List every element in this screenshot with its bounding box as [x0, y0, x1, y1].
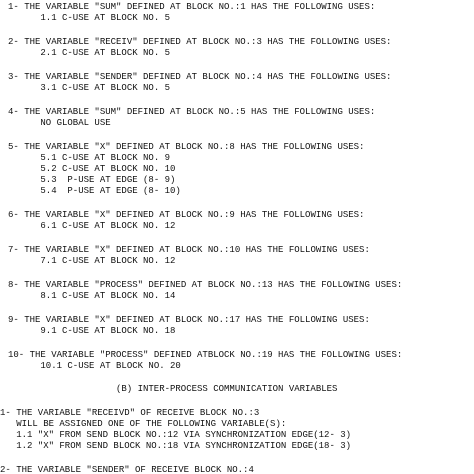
text-line: 2- THE VARIABLE "SENDER" OF RECEIVE BLOCK NO.:4	[0, 465, 254, 474]
text-line: 1- THE VARIABLE "RECEIVD" OF RECEIVE BLOCK NO.:3	[0, 408, 260, 418]
text-line: 7.1 C-USE AT BLOCK NO. 12	[8, 256, 176, 266]
text-line: 7- THE VARIABLE "X" DEFINED AT BLOCK NO.:10 HAS THE FOLLOWING USES:	[8, 245, 370, 255]
text-line: 5.1 C-USE AT BLOCK NO. 9	[8, 153, 171, 163]
text-line: 10- THE VARIABLE "PROCESS" DEFINED ATBLOCK NO.:19 HAS THE FOLLOWING USES:	[8, 350, 403, 360]
text-line: 1.1 C-USE AT BLOCK NO. 5	[8, 13, 171, 23]
text-line: 5- THE VARIABLE "X" DEFINED AT BLOCK NO.:8 HAS THE FOLLOWING USES:	[8, 142, 365, 152]
text-line: WILL BE ASSIGNED ONE OF THE FOLLOWING VARIABLE(S):	[0, 419, 287, 429]
text-line: 3.1 C-USE AT BLOCK NO. 5	[8, 83, 171, 93]
text-line: 8- THE VARIABLE "PROCESS" DEFINED AT BLOCK NO.:13 HAS THE FOLLOWING USES:	[8, 280, 403, 290]
text-line: 5.3 P-USE AT EDGE (8- 9)	[8, 175, 176, 185]
text-line: 10.1 C-USE AT BLOCK NO. 20	[8, 361, 181, 371]
text-line: NO GLOBAL USE	[8, 118, 111, 128]
text-line: 2.1 C-USE AT BLOCK NO. 5	[8, 48, 171, 58]
text-line: 3- THE VARIABLE "SENDER" DEFINED AT BLOCK NO.:4 HAS THE FOLLOWING USES:	[8, 72, 392, 82]
text-line: 6.1 C-USE AT BLOCK NO. 12	[8, 221, 176, 231]
text-line: 9.1 C-USE AT BLOCK NO. 18	[8, 326, 176, 336]
text-line: 1.1 "X" FROM SEND BLOCK NO.:12 VIA SYNCHRONIZATION EDGE(12- 3)	[0, 430, 352, 440]
text-line: 1.2 "X" FROM SEND BLOCK NO.:18 VIA SYNCHRONIZATION EDGE(18- 3)	[0, 441, 352, 451]
text-line: 4- THE VARIABLE "SUM" DEFINED AT BLOCK NO.:5 HAS THE FOLLOWING USES:	[8, 107, 376, 117]
text-line: 9- THE VARIABLE "X" DEFINED AT BLOCK NO.:17 HAS THE FOLLOWING USES:	[8, 315, 370, 325]
text-line: 5.4 P-USE AT EDGE (8- 10)	[8, 186, 181, 196]
text-line: 2- THE VARIABLE "RECEIV" DEFINED AT BLOCK NO.:3 HAS THE FOLLOWING USES:	[8, 37, 392, 47]
text-line: 6- THE VARIABLE "X" DEFINED AT BLOCK NO.:9 HAS THE FOLLOWING USES:	[8, 210, 365, 220]
section-heading: (B) INTER-PROCESS COMMUNICATION VARIABLES	[116, 384, 338, 394]
text-line: 5.2 C-USE AT BLOCK NO. 10	[8, 164, 176, 174]
text-line: 1- THE VARIABLE "SUM" DEFINED AT BLOCK NO.:1 HAS THE FOLLOWING USES:	[8, 2, 376, 12]
text-line: 8.1 C-USE AT BLOCK NO. 14	[8, 291, 176, 301]
